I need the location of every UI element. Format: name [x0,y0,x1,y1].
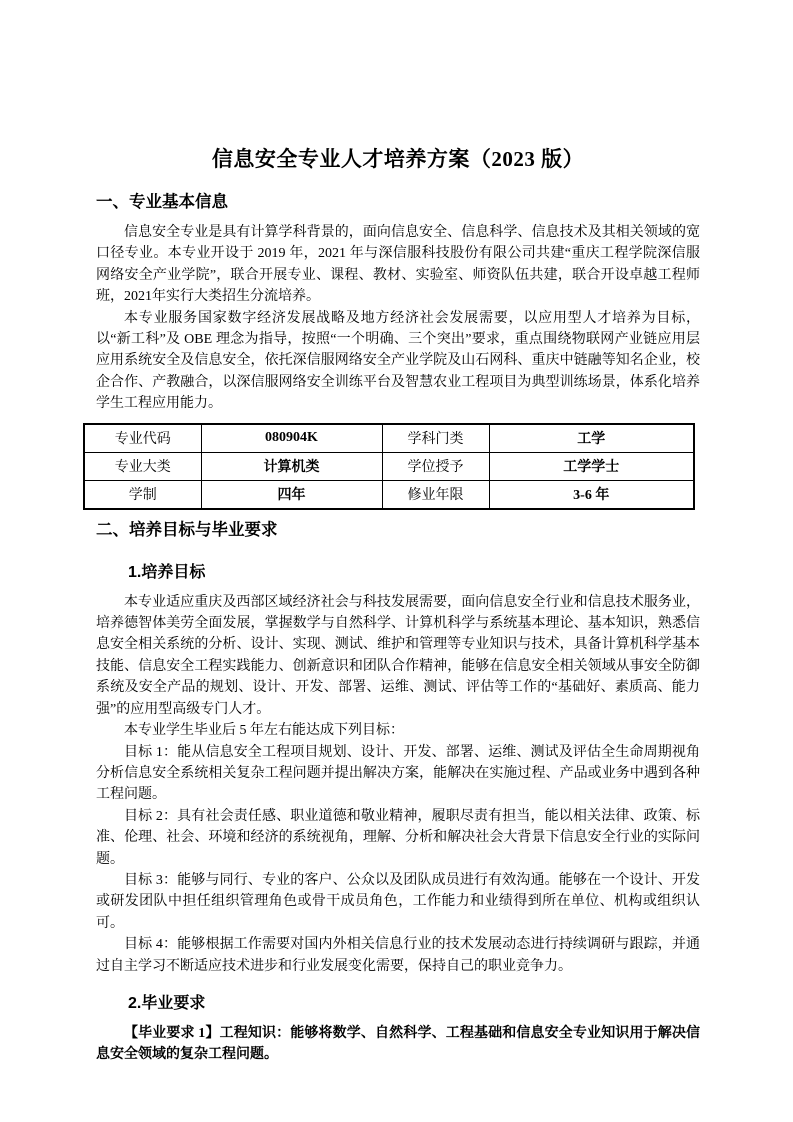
goal-2-paragraph: 目标 2：具有社会责任感、职业道德和敬业精神，履职尽责有担当，能以相关法律、政策、标准、伦理、社会、环境和经济的系统视角，理解、分析和解决社会大背景下信息安全行业的实际问题。 [96,808,700,867]
training-objectives-intro: 本专业适应重庆及西部区域经济社会与科技发展需要，面向信息安全行业和信息技术服务业，培养德智体美劳全面发展，掌握数学与自然科学、计算机科学与系统基本理论、基本知识，熟悉信息安全相关系统的分析、设计、实现、测试、维护和管理等专业知识与技术，具备计算机科学基本技能、信息安全工程实践能力、创新意识和团队合作精神，能够在信息安全相关领域从事安全防御系统及安全产品的规划、设计、开发、部署、运维、测试、评估等工作的“基础好、素质高、能力强”的应用型高级专门人才。 [96,594,700,717]
discipline-category-label: 学科门类 [382,424,489,453]
major-class-label: 专业大类 [84,452,201,480]
program-info-table [83,423,695,510]
schooling-length-label: 学制 [84,480,201,509]
table-row [84,424,694,453]
graduation-requirement-1: 【毕业要求 1】工程知识：能够将数学、自然科学、工程基础和信息安全专业知识用于解决信息安全领域的复杂工程问题。 [96,1025,700,1063]
section-2-heading: 二、培养目标与毕业要求 [96,520,278,539]
study-period-label: 修业年限 [382,480,489,509]
section-1-paragraph-2: 本专业服务国家数字经济发展战略及地方经济社会发展需要，以应用型人才培养为目标，以“新工科”及 OBE 理念为指导，按照“一个明确、三个突出”要求，重点围绕物联网产业链应用层应用系统安全及信息安全，依托深信服网络安全产业学院及山石网科、重庆中链融等知名企业，校企合作、产教融合，以深信服网络安全训练平台及智慧农业工程项目为典型训练场景，体系化培养学生工程应用能力。 [96,310,700,412]
degree-awarded-value: 工学学士 [489,452,694,480]
goal-1-paragraph: 目标 1：能从信息安全工程项目规划、设计、开发、部署、运维、测试及评估全生命周期视角分析信息安全系统相关复杂工程问题并提出解决方案，能解决在实施过程、产品或业务中遇到各种工程问题。 [96,744,700,803]
goal-3-paragraph: 目标 3：能够与同行、专业的客户、公众以及团队成员进行有效沟通。能够在一个设计、开发或研发团队中担任组织管理角色或骨干成员角色，工作能力和业绩得到所在单位、机构或组织认可。 [96,872,700,931]
subsection-training-objectives-heading: 1.培养目标 [128,563,206,581]
goals-lead-line: 本专业学生毕业后 5 年左右能达成下列目标： [124,723,404,739]
study-period-value: 3-6 年 [489,480,694,509]
major-code-value: 080904K [201,424,382,453]
section-1-paragraph-1: 信息安全专业是具有计算学科背景的，面向信息安全、信息科学、信息技术及其相关领域的宽口径专业。本专业开设于 2019 年，2021 年与深信服科技股份有限公司共建“重庆工程学院深信服网络安全产业学院”，联合开展专业、课程、教材、实验室、师资队伍共建，联合开设卓越工程师班，2021年实行大类招生分流培养。 [96,225,700,305]
major-code-label: 专业代码 [84,424,201,453]
major-class-value: 计算机类 [201,452,382,480]
table-row [84,480,694,509]
section-1-heading: 一、专业基本信息 [96,193,228,211]
page-title: 信息安全专业人才培养方案（2023 版） [211,147,585,171]
schooling-length-value: 四年 [201,480,382,509]
table-row [84,452,694,480]
goal-4-paragraph: 目标 4：能够根据工作需要对国内外相关信息行业的技术发展动态进行持续调研与跟踪，并通过自主学习不断适应技术进步和行业发展变化需要，保持自己的职业竞争力。 [96,937,700,974]
discipline-category-value: 工学 [489,424,694,453]
subsection-graduation-requirements-heading: 2.毕业要求 [128,994,206,1012]
degree-awarded-label: 学位授予 [382,452,489,480]
